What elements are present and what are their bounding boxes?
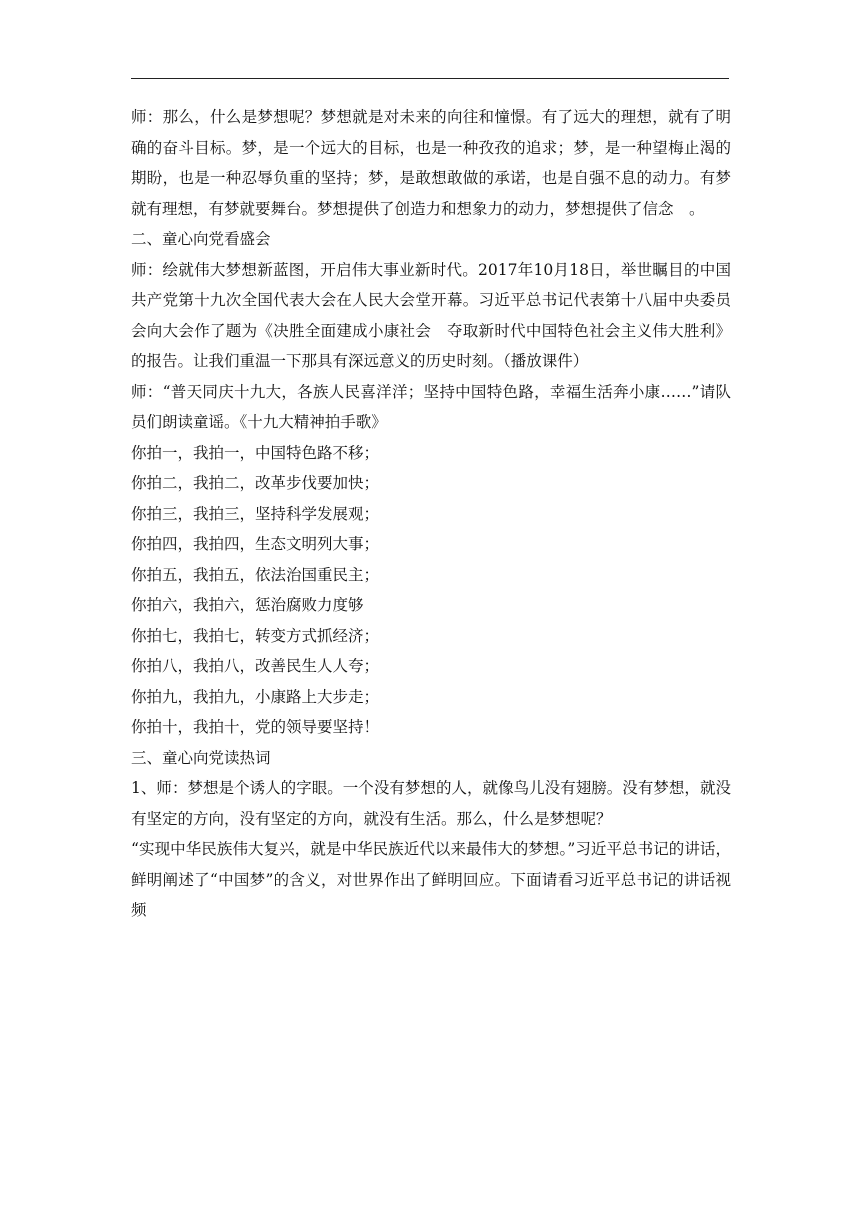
rhyme-line-9: 你拍九，我拍九，小康路上大步走； <box>131 687 380 706</box>
rhyme-line-5: 你拍五，我拍五，依法治国重民主； <box>131 565 380 584</box>
section-heading-2: 二、童心向党看盛会 <box>131 230 271 248</box>
paragraph-congress: 师：绘就伟大梦想新蓝图，开启伟大事业新时代。2017年10月18日，举世瞩目的中国共产党第十九次全国代表大会在人民大会堂开幕。习近平总书记代表第十八届中央委员会向大会作了题为《决胜全面建成小康社会 夺取新时代中国特色社会主义伟大胜利》的报告。让我们重温一下那具有深远意义的历史时刻。（播放课件） <box>131 260 731 370</box>
rhyme-line-1: 你拍一，我拍一，中国特色路不移； <box>131 443 380 462</box>
paragraph-rhyme-intro: 师：“普天同庆十九大，各族人民喜洋洋；坚持中国特色路，幸福生活奔小康……”请队员们朗读童谣。《十九大精神拍手歌》 <box>131 382 731 431</box>
rhyme-line-8: 你拍八，我拍八，改善民生人人夸； <box>131 657 380 675</box>
rhyme-line-3: 你拍三，我拍三，坚持科学发展观； <box>131 504 380 523</box>
rhyme-line-4: 你拍四，我拍四，生态文明列大事； <box>131 535 380 553</box>
document-body <box>131 102 731 926</box>
rhyme-line-7: 你拍七，我拍七，转变方式抓经济； <box>131 626 380 645</box>
paragraph-dream-word: 1、师：梦想是个诱人的字眼。一个没有梦想的人，就像鸟儿没有翅膀。没有梦想，就没有坚定的方向，没有坚定的方向，就没有生活。那么，什么是梦想呢？ <box>131 779 731 828</box>
rhyme-line-2: 你拍二，我拍二，改革步伐要加快； <box>131 474 380 492</box>
rhyme-line-6: 你拍六，我拍六，惩治腐败力度够 <box>131 596 364 614</box>
paragraph-dream-meaning: 师：那么，什么是梦想呢？梦想就是对未来的向往和憧憬。有了远大的理想，就有了明确的奋斗目标。梦，是一个远大的目标，也是一种孜孜的追求；梦，是一种望梅止渴的期盼，也是一种忍辱负重的坚持；梦，是敢想敢做的承诺，也是自强不息的动力。有梦就有理想，有梦就要舞台。梦想提供了创造力和想象力的动力，梦想提供了信念 。 <box>131 108 731 218</box>
paragraph-china-dream: “实现中华民族伟大复兴，就是中华民族近代以来最伟大的梦想。”习近平总书记的讲话，鲜明阐述了“中国梦”的含义，对世界作出了鲜明回应。下面请看习近平总书记的讲话视频 <box>131 840 731 919</box>
section-heading-3: 三、童心向党读热词 <box>131 748 271 767</box>
rhyme-line-10: 你拍十，我拍十，党的领导要坚持！ <box>131 718 380 736</box>
header-rule <box>131 78 729 79</box>
